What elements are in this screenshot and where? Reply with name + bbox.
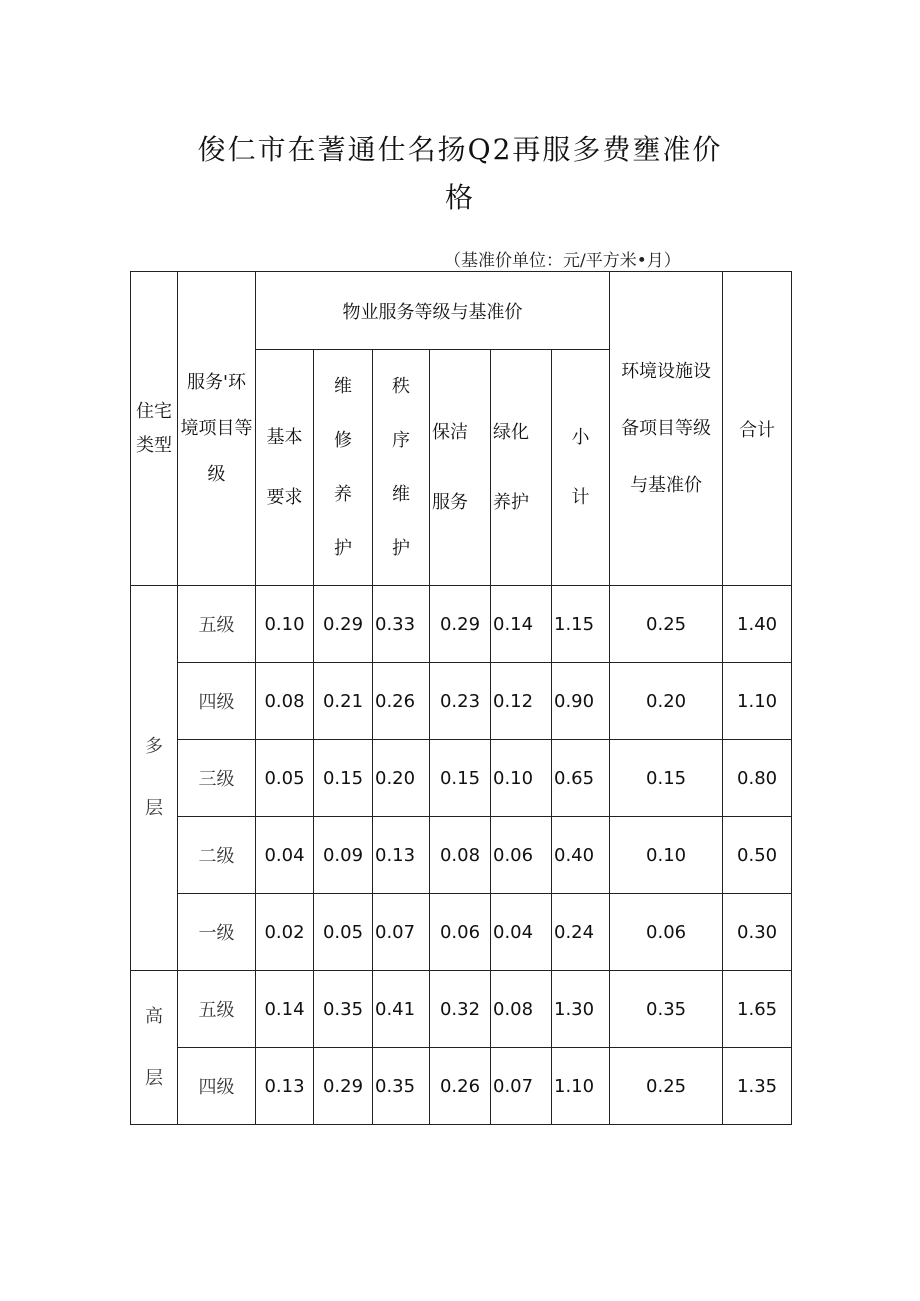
cell-subtotal: 0.65	[552, 740, 610, 817]
cell-environment: 0.06	[610, 894, 723, 971]
cell-subtotal: 0.90	[552, 663, 610, 740]
cell-order: 0.20	[373, 740, 430, 817]
cell-environment: 0.25	[610, 1048, 723, 1125]
cell-maintenance: 0.35	[314, 971, 373, 1048]
header-service-level: 服务'环境项目等级	[178, 272, 256, 586]
level-cell: 一级	[178, 894, 256, 971]
cell-maintenance: 0.29	[314, 586, 373, 663]
cell-subtotal: 1.30	[552, 971, 610, 1048]
table-row	[131, 894, 792, 971]
cell-subtotal: 1.15	[552, 586, 610, 663]
cell-cleaning: 0.23	[430, 663, 491, 740]
cell-maintenance: 0.09	[314, 817, 373, 894]
header-subtotal: 小计	[552, 350, 610, 586]
cell-greening: 0.14	[491, 586, 552, 663]
cell-total: 0.30	[723, 894, 792, 971]
cell-cleaning: 0.15	[430, 740, 491, 817]
cell-total: 0.80	[723, 740, 792, 817]
cell-basic: 0.10	[256, 586, 314, 663]
level-cell: 三级	[178, 740, 256, 817]
header-basic: 基本要求	[256, 350, 314, 586]
cell-cleaning: 0.06	[430, 894, 491, 971]
cell-basic: 0.02	[256, 894, 314, 971]
level-cell: 二级	[178, 817, 256, 894]
cell-basic: 0.08	[256, 663, 314, 740]
cell-cleaning: 0.08	[430, 817, 491, 894]
cell-environment: 0.25	[610, 586, 723, 663]
cell-cleaning: 0.26	[430, 1048, 491, 1125]
cell-total: 0.50	[723, 817, 792, 894]
cell-greening: 0.06	[491, 817, 552, 894]
cell-subtotal: 0.40	[552, 817, 610, 894]
header-order: 秩序维护	[373, 350, 430, 586]
header-service-group: 物业服务等级与基准价	[256, 272, 610, 350]
cell-maintenance: 0.05	[314, 894, 373, 971]
cell-cleaning: 0.32	[430, 971, 491, 1048]
cell-environment: 0.35	[610, 971, 723, 1048]
table-row	[131, 971, 792, 1048]
cell-order: 0.33	[373, 586, 430, 663]
level-cell: 五级	[178, 586, 256, 663]
cell-environment: 0.20	[610, 663, 723, 740]
cell-order: 0.41	[373, 971, 430, 1048]
cell-basic: 0.04	[256, 817, 314, 894]
level-cell: 五级	[178, 971, 256, 1048]
cell-greening: 0.12	[491, 663, 552, 740]
header-maintenance: 维修养护	[314, 350, 373, 586]
cell-order: 0.35	[373, 1048, 430, 1125]
cell-subtotal: 0.24	[552, 894, 610, 971]
cell-basic: 0.13	[256, 1048, 314, 1125]
cell-greening: 0.07	[491, 1048, 552, 1125]
cell-maintenance: 0.29	[314, 1048, 373, 1125]
header-housing-type: 住宅类型	[131, 272, 178, 586]
cell-total: 1.40	[723, 586, 792, 663]
cell-total: 1.10	[723, 663, 792, 740]
table-row	[131, 817, 792, 894]
fee-table	[130, 271, 792, 1125]
header-cleaning: 保洁服务	[430, 350, 491, 586]
cell-greening: 0.10	[491, 740, 552, 817]
page-title-line1: 俊仁市在蓍通仕名扬Q2再服多费壅准价	[197, 133, 723, 166]
cell-greening: 0.08	[491, 971, 552, 1048]
cell-environment: 0.15	[610, 740, 723, 817]
table-row	[131, 663, 792, 740]
cell-maintenance: 0.15	[314, 740, 373, 817]
cell-basic: 0.05	[256, 740, 314, 817]
cell-order: 0.26	[373, 663, 430, 740]
header-environment: 环境设施设备项目等级与基准价	[610, 272, 723, 586]
cell-greening: 0.04	[491, 894, 552, 971]
cell-order: 0.07	[373, 894, 430, 971]
cell-order: 0.13	[373, 817, 430, 894]
unit-note: （基准价单位：元/平方米•月）	[444, 251, 681, 271]
page-title-line2: 格	[444, 181, 475, 214]
cell-total: 1.65	[723, 971, 792, 1048]
table-row	[131, 586, 792, 663]
housing-type-cell: 高层	[131, 971, 178, 1125]
cell-basic: 0.14	[256, 971, 314, 1048]
cell-environment: 0.10	[610, 817, 723, 894]
cell-subtotal: 1.10	[552, 1048, 610, 1125]
cell-maintenance: 0.21	[314, 663, 373, 740]
table-row	[131, 740, 792, 817]
table-row	[131, 1048, 792, 1125]
housing-type-cell: 多层	[131, 586, 178, 971]
header-total: 合计	[723, 272, 792, 586]
level-cell: 四级	[178, 663, 256, 740]
cell-total: 1.35	[723, 1048, 792, 1125]
cell-cleaning: 0.29	[430, 586, 491, 663]
level-cell: 四级	[178, 1048, 256, 1125]
header-greening: 绿化养护	[491, 350, 552, 586]
